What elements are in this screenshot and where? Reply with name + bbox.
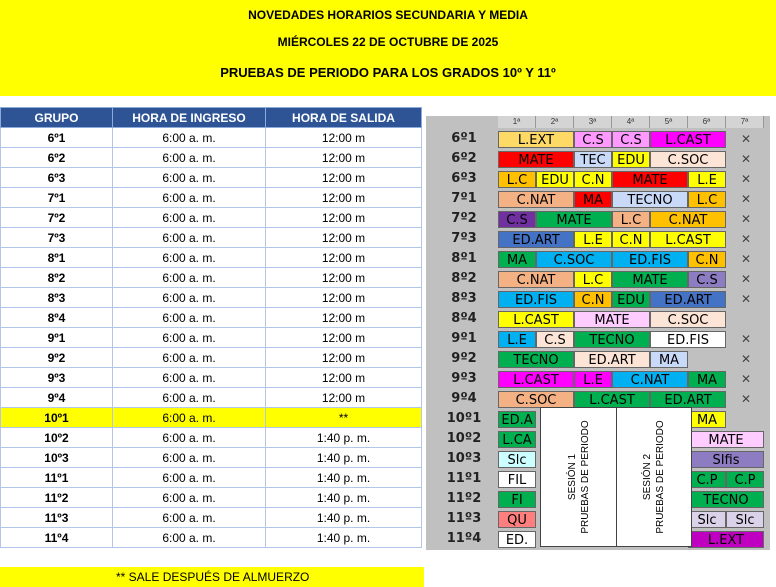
entry-time-cell: 6:00 a. m. bbox=[113, 408, 266, 428]
schedule-row bbox=[1, 328, 422, 348]
class-cell: C.SOC bbox=[536, 251, 612, 268]
schedule-row bbox=[1, 408, 422, 428]
grid-group-label: 8º3 bbox=[451, 291, 477, 306]
exit-time-cell: 12:00 m bbox=[266, 388, 422, 408]
period-header: 2ª bbox=[536, 116, 574, 128]
exit-time-cell: 1:40 p. m. bbox=[266, 528, 422, 548]
class-cell: C.N bbox=[574, 171, 612, 188]
grid-group-label: 6º3 bbox=[451, 171, 477, 186]
grid-group-label: 11º4 bbox=[446, 531, 482, 546]
entry-time-cell: 6:00 a. m. bbox=[113, 528, 266, 548]
class-cell: C.S bbox=[536, 331, 574, 348]
class-cell: L.CAST bbox=[498, 371, 574, 388]
class-cell: Slc bbox=[726, 511, 764, 528]
class-cell: L.C bbox=[612, 211, 650, 228]
no-class-mark: ✕ bbox=[740, 132, 752, 146]
entry-time-cell: 6:00 a. m. bbox=[113, 508, 266, 528]
schedule-row bbox=[1, 508, 422, 528]
exit-time-cell: 1:40 p. m. bbox=[266, 448, 422, 468]
session-2-label: SESIÓN 2 bbox=[641, 453, 653, 501]
class-cell: C.NAT bbox=[498, 191, 574, 208]
class-cell: C.S bbox=[612, 131, 650, 148]
exit-time-cell: 12:00 m bbox=[266, 268, 422, 288]
no-class-mark: ✕ bbox=[740, 252, 752, 266]
group-cell: 8º1 bbox=[1, 248, 113, 268]
schedule-row bbox=[1, 368, 422, 388]
exit-time-cell: 1:40 p. m. bbox=[266, 508, 422, 528]
class-cell: ED.ART bbox=[650, 291, 726, 308]
entry-time-cell: 6:00 a. m. bbox=[113, 468, 266, 488]
entry-time-cell: 6:00 a. m. bbox=[113, 368, 266, 388]
exit-time-cell: 12:00 m bbox=[266, 328, 422, 348]
schedule-row bbox=[1, 488, 422, 508]
class-cell: C.N bbox=[574, 291, 612, 308]
exit-time-cell: ** bbox=[266, 408, 422, 428]
period-header: 4ª bbox=[612, 116, 650, 128]
class-cell: L.E bbox=[574, 371, 612, 388]
exit-time-cell: 12:00 m bbox=[266, 148, 422, 168]
no-class-mark: ✕ bbox=[740, 152, 752, 166]
group-cell: 8º4 bbox=[1, 308, 113, 328]
group-cell: 10º2 bbox=[1, 428, 113, 448]
class-cell: C.S bbox=[498, 211, 536, 228]
period-header: 6ª bbox=[688, 116, 726, 128]
class-cell: EDU bbox=[536, 171, 574, 188]
exit-time-cell: 12:00 m bbox=[266, 248, 422, 268]
exit-time-cell: 1:40 p. m. bbox=[266, 428, 422, 448]
schedule-row bbox=[1, 248, 422, 268]
class-cell: ED.A bbox=[498, 411, 536, 428]
entry-time-cell: 6:00 a. m. bbox=[113, 228, 266, 248]
class-cell: L.CA bbox=[498, 431, 536, 448]
exit-time-cell: 1:40 p. m. bbox=[266, 468, 422, 488]
column-header-ingreso: HORA DE INGRESO bbox=[113, 108, 266, 128]
grid-group-label: 7º3 bbox=[451, 231, 477, 246]
footer-note-text: ** SALE DESPUÉS DE ALMUERZO bbox=[116, 570, 310, 584]
schedule-row bbox=[1, 188, 422, 208]
group-cell: 8º2 bbox=[1, 268, 113, 288]
grid-group-label: 9º4 bbox=[451, 391, 477, 406]
class-cell: L.CAST bbox=[650, 131, 726, 148]
class-cell: L.C bbox=[498, 171, 536, 188]
group-cell: 8º3 bbox=[1, 288, 113, 308]
class-cell: ED.ART bbox=[650, 391, 726, 408]
entry-time-cell: 6:00 a. m. bbox=[113, 448, 266, 468]
class-cell: C.S bbox=[574, 131, 612, 148]
grid-group-label: 9º2 bbox=[451, 351, 477, 366]
schedule-row bbox=[1, 348, 422, 368]
announcement-date: MIÉRCOLES 22 DE OCTUBRE DE 2025 bbox=[277, 35, 499, 49]
column-header-salida: HORA DE SALIDA bbox=[266, 108, 422, 128]
no-class-mark: ✕ bbox=[740, 232, 752, 246]
grid-group-label: 11º2 bbox=[446, 491, 482, 506]
group-cell: 7º1 bbox=[1, 188, 113, 208]
no-class-mark: ✕ bbox=[740, 292, 752, 306]
class-cell: ED.ART bbox=[574, 351, 650, 368]
exit-time-cell: 12:00 m bbox=[266, 208, 422, 228]
group-cell: 7º2 bbox=[1, 208, 113, 228]
schedule-header-row bbox=[1, 108, 422, 128]
no-class-mark: ✕ bbox=[740, 372, 752, 386]
class-cell: ED.ART bbox=[498, 231, 574, 248]
class-cell: MA bbox=[498, 251, 536, 268]
group-cell: 9º4 bbox=[1, 388, 113, 408]
class-cell: C.N bbox=[612, 231, 650, 248]
no-class-mark: ✕ bbox=[740, 392, 752, 406]
class-cell: TECNO bbox=[612, 191, 688, 208]
announcement-title: NOVEDADES HORARIOS SECUNDARIA Y MEDIA bbox=[248, 8, 528, 22]
entry-time-cell: 6:00 a. m. bbox=[113, 168, 266, 188]
group-cell: 9º1 bbox=[1, 328, 113, 348]
footer-note bbox=[0, 567, 424, 587]
group-cell: 10º1 bbox=[1, 408, 113, 428]
class-cell: L.EXT bbox=[688, 531, 764, 548]
class-cell: MATE bbox=[536, 211, 612, 228]
schedule-table bbox=[0, 107, 422, 548]
exit-time-cell: 12:00 m bbox=[266, 228, 422, 248]
entry-time-cell: 6:00 a. m. bbox=[113, 188, 266, 208]
session-1-sub: PRUEBAS DE PERIODO bbox=[579, 420, 591, 534]
exit-time-cell: 12:00 m bbox=[266, 348, 422, 368]
group-cell: 6º2 bbox=[1, 148, 113, 168]
class-cell: L.CAST bbox=[574, 391, 650, 408]
class-cell: L.E bbox=[688, 171, 726, 188]
exit-time-cell: 12:00 m bbox=[266, 168, 422, 188]
schedule-row bbox=[1, 528, 422, 548]
period-header: 3ª bbox=[574, 116, 612, 128]
no-class-mark: ✕ bbox=[740, 212, 752, 226]
class-cell: C.SOC bbox=[650, 311, 726, 328]
class-cell: C.SOC bbox=[498, 391, 574, 408]
grid-group-label: 11º3 bbox=[446, 511, 482, 526]
grid-group-label: 10º3 bbox=[446, 451, 482, 466]
entry-time-cell: 6:00 a. m. bbox=[113, 328, 266, 348]
schedule-row bbox=[1, 468, 422, 488]
group-cell: 10º3 bbox=[1, 448, 113, 468]
class-cell: C.NAT bbox=[498, 271, 574, 288]
class-cell: ED.FIS bbox=[612, 251, 688, 268]
schedule-row bbox=[1, 448, 422, 468]
class-cell: C.P bbox=[726, 471, 764, 488]
entry-time-cell: 6:00 a. m. bbox=[113, 128, 266, 148]
class-cell: SIfis bbox=[688, 451, 764, 468]
grid-group-label: 8º1 bbox=[451, 251, 477, 266]
class-cell: L.E bbox=[498, 331, 536, 348]
class-cell: ED.FIS bbox=[650, 331, 726, 348]
class-cell: L.E bbox=[574, 231, 612, 248]
exit-time-cell: 12:00 m bbox=[266, 288, 422, 308]
schedule-row bbox=[1, 128, 422, 148]
no-class-mark: ✕ bbox=[740, 192, 752, 206]
class-cell: FI bbox=[498, 491, 536, 508]
group-cell: 6º1 bbox=[1, 128, 113, 148]
schedule-row bbox=[1, 288, 422, 308]
grid-group-label: 10º1 bbox=[446, 411, 482, 426]
no-class-mark: ✕ bbox=[740, 332, 752, 346]
class-cell: C.P bbox=[688, 471, 726, 488]
class-cell: MATE bbox=[574, 311, 650, 328]
schedule-row bbox=[1, 268, 422, 288]
class-cell: Slc bbox=[498, 451, 536, 468]
class-cell: C.NAT bbox=[650, 211, 726, 228]
class-cell: TEC bbox=[574, 151, 612, 168]
session-2-sub: PRUEBAS DE PERIODO bbox=[654, 420, 666, 534]
entry-time-cell: 6:00 a. m. bbox=[113, 268, 266, 288]
class-cell: L.C bbox=[688, 191, 726, 208]
column-header-grupo: GRUPO bbox=[1, 108, 113, 128]
grid-group-label: 6º1 bbox=[451, 131, 477, 146]
group-cell: 11º3 bbox=[1, 508, 113, 528]
no-class-mark: ✕ bbox=[740, 272, 752, 286]
schedule-row bbox=[1, 208, 422, 228]
class-cell: TECNO bbox=[498, 351, 574, 368]
entry-time-cell: 6:00 a. m. bbox=[113, 348, 266, 368]
class-cell: QU bbox=[498, 511, 536, 528]
schedule-row bbox=[1, 228, 422, 248]
session-2-block bbox=[616, 408, 691, 546]
class-cell: TECNO bbox=[688, 491, 764, 508]
period-header: 7ª bbox=[726, 116, 764, 128]
announcement-banner bbox=[0, 0, 776, 96]
class-cell: MA bbox=[688, 411, 726, 428]
group-cell: 11º2 bbox=[1, 488, 113, 508]
class-cell: MA bbox=[574, 191, 612, 208]
schedule-row bbox=[1, 388, 422, 408]
group-cell: 9º2 bbox=[1, 348, 113, 368]
entry-time-cell: 6:00 a. m. bbox=[113, 428, 266, 448]
class-cell: C.NAT bbox=[612, 371, 688, 388]
class-cell: ED. bbox=[498, 531, 536, 548]
grid-group-label: 11º1 bbox=[446, 471, 482, 486]
entry-time-cell: 6:00 a. m. bbox=[113, 308, 266, 328]
class-cell: EDU bbox=[612, 291, 650, 308]
exit-time-cell: 12:00 m bbox=[266, 308, 422, 328]
grid-group-label: 9º1 bbox=[451, 331, 477, 346]
exit-time-cell: 12:00 m bbox=[266, 128, 422, 148]
class-cell: MA bbox=[688, 371, 726, 388]
grid-group-label: 10º2 bbox=[446, 431, 482, 446]
announcement-subtitle: PRUEBAS DE PERIODO PARA LOS GRADOS 10º Y 11º bbox=[220, 65, 556, 80]
schedule-row bbox=[1, 148, 422, 168]
exit-time-cell: 12:00 m bbox=[266, 188, 422, 208]
group-cell: 9º3 bbox=[1, 368, 113, 388]
group-cell: 6º3 bbox=[1, 168, 113, 188]
session-1-block bbox=[541, 408, 617, 546]
schedule-row bbox=[1, 308, 422, 328]
class-cell: L.CAST bbox=[498, 311, 574, 328]
class-cell: FIL bbox=[498, 471, 536, 488]
group-cell: 11º1 bbox=[1, 468, 113, 488]
class-cell: L.CAST bbox=[650, 231, 726, 248]
schedule-row bbox=[1, 168, 422, 188]
class-cell: TECNO bbox=[574, 331, 650, 348]
class-cell: EDU bbox=[612, 151, 650, 168]
class-cell: L.C bbox=[574, 271, 612, 288]
entry-time-cell: 6:00 a. m. bbox=[113, 148, 266, 168]
session-1-label: SESIÓN 1 bbox=[566, 453, 578, 501]
grid-group-label: 7º1 bbox=[451, 191, 477, 206]
grid-group-label: 8º2 bbox=[451, 271, 477, 286]
exit-time-cell: 12:00 m bbox=[266, 368, 422, 388]
group-cell: 11º4 bbox=[1, 528, 113, 548]
class-cell: MATE bbox=[612, 271, 688, 288]
entry-time-cell: 6:00 a. m. bbox=[113, 208, 266, 228]
class-cell: C.SOC bbox=[650, 151, 726, 168]
class-cell: MATE bbox=[688, 431, 764, 448]
entry-time-cell: 6:00 a. m. bbox=[113, 248, 266, 268]
class-cell: MATE bbox=[612, 171, 688, 188]
period-header: 5ª bbox=[650, 116, 688, 128]
test-sessions-panel bbox=[540, 407, 692, 547]
no-class-mark: ✕ bbox=[740, 352, 752, 366]
entry-time-cell: 6:00 a. m. bbox=[113, 288, 266, 308]
class-cell: C.S bbox=[688, 271, 726, 288]
no-class-mark: ✕ bbox=[740, 172, 752, 186]
class-cell: MA bbox=[650, 351, 688, 368]
class-cell: L.EXT bbox=[498, 131, 574, 148]
grid-group-label: 7º2 bbox=[451, 211, 477, 226]
exit-time-cell: 1:40 p. m. bbox=[266, 488, 422, 508]
group-cell: 7º3 bbox=[1, 228, 113, 248]
class-cell: C.N bbox=[688, 251, 726, 268]
grid-group-label: 8º4 bbox=[451, 311, 477, 326]
class-cell: ED.FIS bbox=[498, 291, 574, 308]
class-cell: MATE bbox=[498, 151, 574, 168]
grid-group-label: 6º2 bbox=[451, 151, 477, 166]
class-cell: Slc bbox=[688, 511, 726, 528]
grid-group-label: 9º3 bbox=[451, 371, 477, 386]
entry-time-cell: 6:00 a. m. bbox=[113, 388, 266, 408]
entry-time-cell: 6:00 a. m. bbox=[113, 488, 266, 508]
period-header: 1ª bbox=[498, 116, 536, 128]
schedule-row bbox=[1, 428, 422, 448]
